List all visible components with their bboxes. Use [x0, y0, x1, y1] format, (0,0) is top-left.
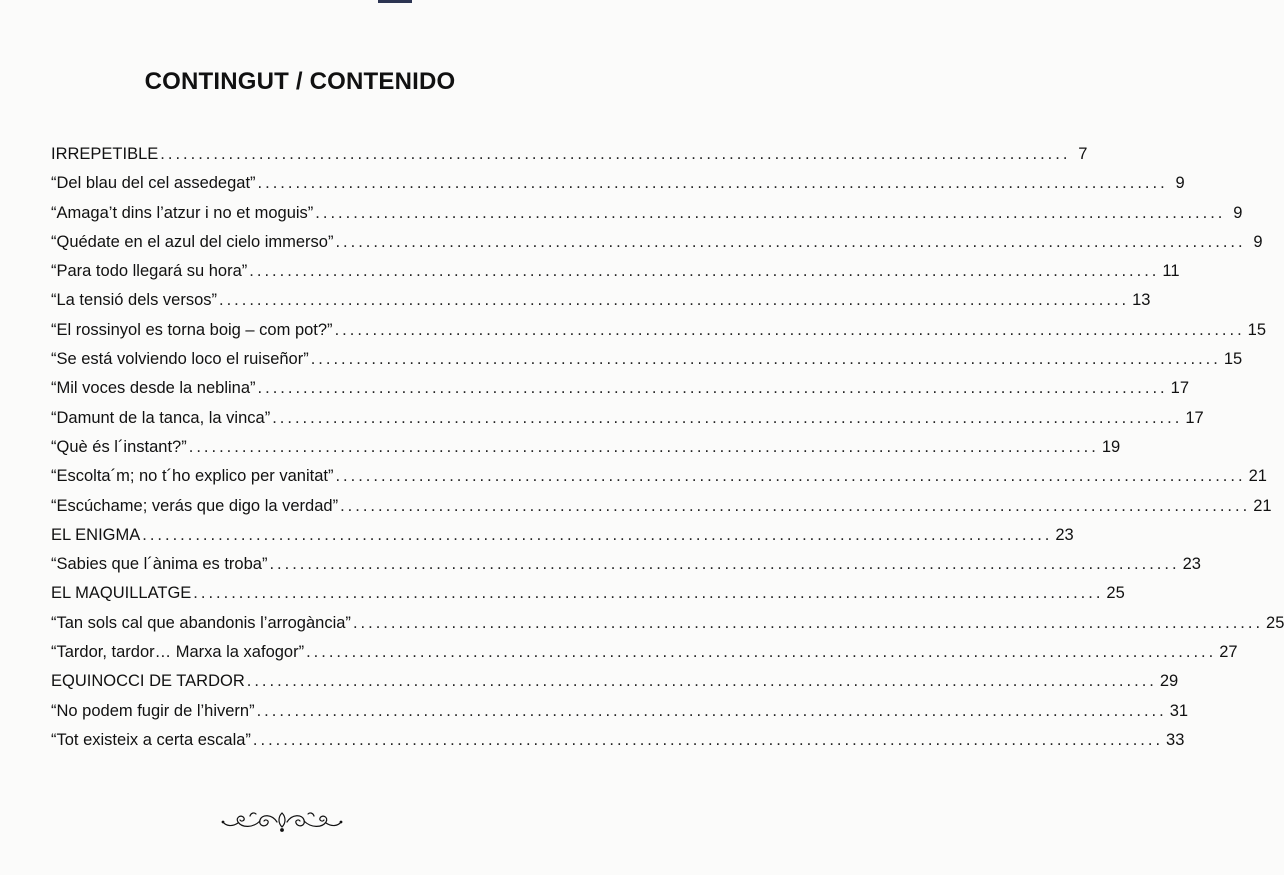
toc-dot-leader: ........................................................................................................................: [315, 203, 1226, 222]
toc-entry-page: 15: [1247, 320, 1267, 339]
toc-entry-title: “Escolta´m; no t´ho explico per vanitat”: [51, 467, 334, 486]
toc-dot-leader: ........................................................................................................................: [256, 701, 1167, 720]
toc-dot-leader: ........................................................................................................................: [249, 262, 1160, 281]
toc-dot-leader: ........................................................................................................................: [252, 730, 1164, 749]
toc-entry-page: 33: [1166, 730, 1185, 749]
toc-entry-title: “Què és l´instant?”: [51, 437, 187, 456]
toc-dot-leader: ........................................................................................................................: [219, 291, 1130, 310]
toc-entry-title: “Escúchame; verás que digo la verdad”: [51, 496, 339, 515]
toc-entry: [51, 697, 1189, 726]
toc-entry-title: “Amaga’t dins l’atzur i no et moguis”: [51, 203, 314, 222]
toc-entry-title: “La tensió dels versos”: [51, 291, 217, 310]
toc-entry: [51, 404, 1204, 433]
flourish-divider-icon: [220, 808, 344, 834]
toc-entry: [51, 345, 1243, 374]
toc-entry-page: 19: [1101, 437, 1121, 456]
toc-entry-page: 11: [1162, 262, 1180, 281]
toc-entry: [51, 667, 1179, 696]
toc-entry: [51, 726, 1185, 755]
toc-entry-page: 9: [1253, 232, 1263, 251]
toc-entry: [51, 169, 1185, 198]
toc-entry-page: 23: [1182, 555, 1201, 574]
toc-dot-leader: ........................................................................................................................: [310, 350, 1221, 369]
toc-entry-page: 21: [1253, 496, 1272, 515]
top-edge-mark: [378, 0, 412, 3]
toc-entry-title: “Tardor, tardor… Marxa la xafogor”: [51, 643, 305, 662]
toc-entry-page: 17: [1185, 408, 1204, 427]
toc-entry: [51, 433, 1121, 462]
toc-dot-leader: ........................................................................................................................: [246, 672, 1157, 691]
toc-entry-page: 9: [1233, 203, 1243, 222]
toc-dot-leader: ........................................................................................................................: [257, 379, 1168, 398]
toc-entry-page: 13: [1132, 291, 1151, 310]
toc-dot-leader: ........................................................................................................................: [334, 320, 1245, 339]
toc-dot-leader: ........................................................................................................................: [306, 643, 1217, 662]
toc-entry: [51, 609, 1284, 638]
table-of-contents: [51, 140, 1284, 755]
toc-entry-page: 17: [1170, 379, 1189, 398]
toc-entry-title: EQUINOCCI DE TARDOR: [51, 672, 245, 691]
toc-entry-title: EL ENIGMA: [51, 525, 141, 544]
toc-entry: [51, 316, 1267, 345]
toc-entry-title: IRREPETIBLE: [51, 145, 159, 163]
toc-entry-title: “Damunt de la tanca, la vinca”: [51, 408, 271, 427]
toc-entry-title: EL MAQUILLATGE: [51, 584, 192, 603]
toc-dot-leader: ........................................................................................................................: [160, 145, 1071, 163]
toc-entry-title: “Se está volviendo loco el ruiseñor”: [51, 350, 309, 369]
toc-entry-title: “El rossinyol es torna boig – com pot?”: [51, 320, 333, 339]
toc-entry: [51, 462, 1267, 491]
toc-dot-leader: ........................................................................................................................: [352, 613, 1264, 632]
toc-dot-leader: ........................................................................................................................: [188, 437, 1099, 456]
toc-entry-title: “Quédate en el azul del cielo immerso”: [51, 232, 334, 251]
toc-entry: [51, 228, 1263, 257]
toc-dot-leader: ........................................................................................................................: [193, 584, 1104, 603]
toc-entry-page: 29: [1159, 672, 1179, 691]
toc-dot-leader: ........................................................................................................................: [340, 496, 1251, 515]
toc-entry: [51, 638, 1238, 667]
toc-dot-leader: ........................................................................................................................: [257, 174, 1168, 193]
toc-dot-leader: ........................................................................................................................: [272, 408, 1183, 427]
toc-entry-title: “No podem fugir de l’hivern”: [51, 701, 255, 720]
toc-entry-page: 25: [1106, 584, 1125, 603]
toc-entry-page: 27: [1219, 643, 1238, 662]
page-title: CONTINGUT / CONTENIDO: [144, 68, 456, 95]
toc-entry: [51, 521, 1074, 550]
toc-dot-leader: ........................................................................................................................: [142, 525, 1053, 544]
toc-dot-leader: ........................................................................................................................: [335, 232, 1246, 251]
toc-entry: [51, 286, 1151, 315]
toc-entry-title: “Sabies que l´ànima es troba”: [51, 555, 268, 574]
toc-entry-title: “Para todo llegará su hora”: [51, 262, 248, 281]
toc-entry: [51, 374, 1189, 403]
toc-entry: [51, 550, 1201, 579]
toc-entry-page: 7: [1078, 145, 1088, 163]
toc-entry: [51, 492, 1272, 521]
toc-entry-page: 25: [1266, 613, 1284, 632]
toc-entry: [51, 199, 1243, 228]
toc-dot-leader: ........................................................................................................................: [335, 467, 1246, 486]
toc-entry-page: 31: [1169, 701, 1189, 720]
toc-dot-leader: ........................................................................................................................: [269, 555, 1180, 574]
toc-entry-page: 21: [1248, 467, 1267, 486]
toc-entry-page: 23: [1055, 525, 1074, 544]
toc-entry: [51, 257, 1180, 286]
toc-entry: [51, 579, 1125, 608]
toc-entry-page: 15: [1223, 350, 1243, 369]
toc-entry-page: 9: [1175, 174, 1185, 193]
toc-entry-title: “Tan sols cal que abandonis l’arrogància”: [51, 613, 351, 632]
toc-entry-title: “Mil voces desde la neblina”: [51, 379, 256, 398]
toc-entry-title: “Del blau del cel assedegat”: [51, 174, 256, 193]
toc-entry-title: “Tot existeix a certa escala”: [51, 730, 251, 749]
toc-entry: [51, 140, 1088, 169]
